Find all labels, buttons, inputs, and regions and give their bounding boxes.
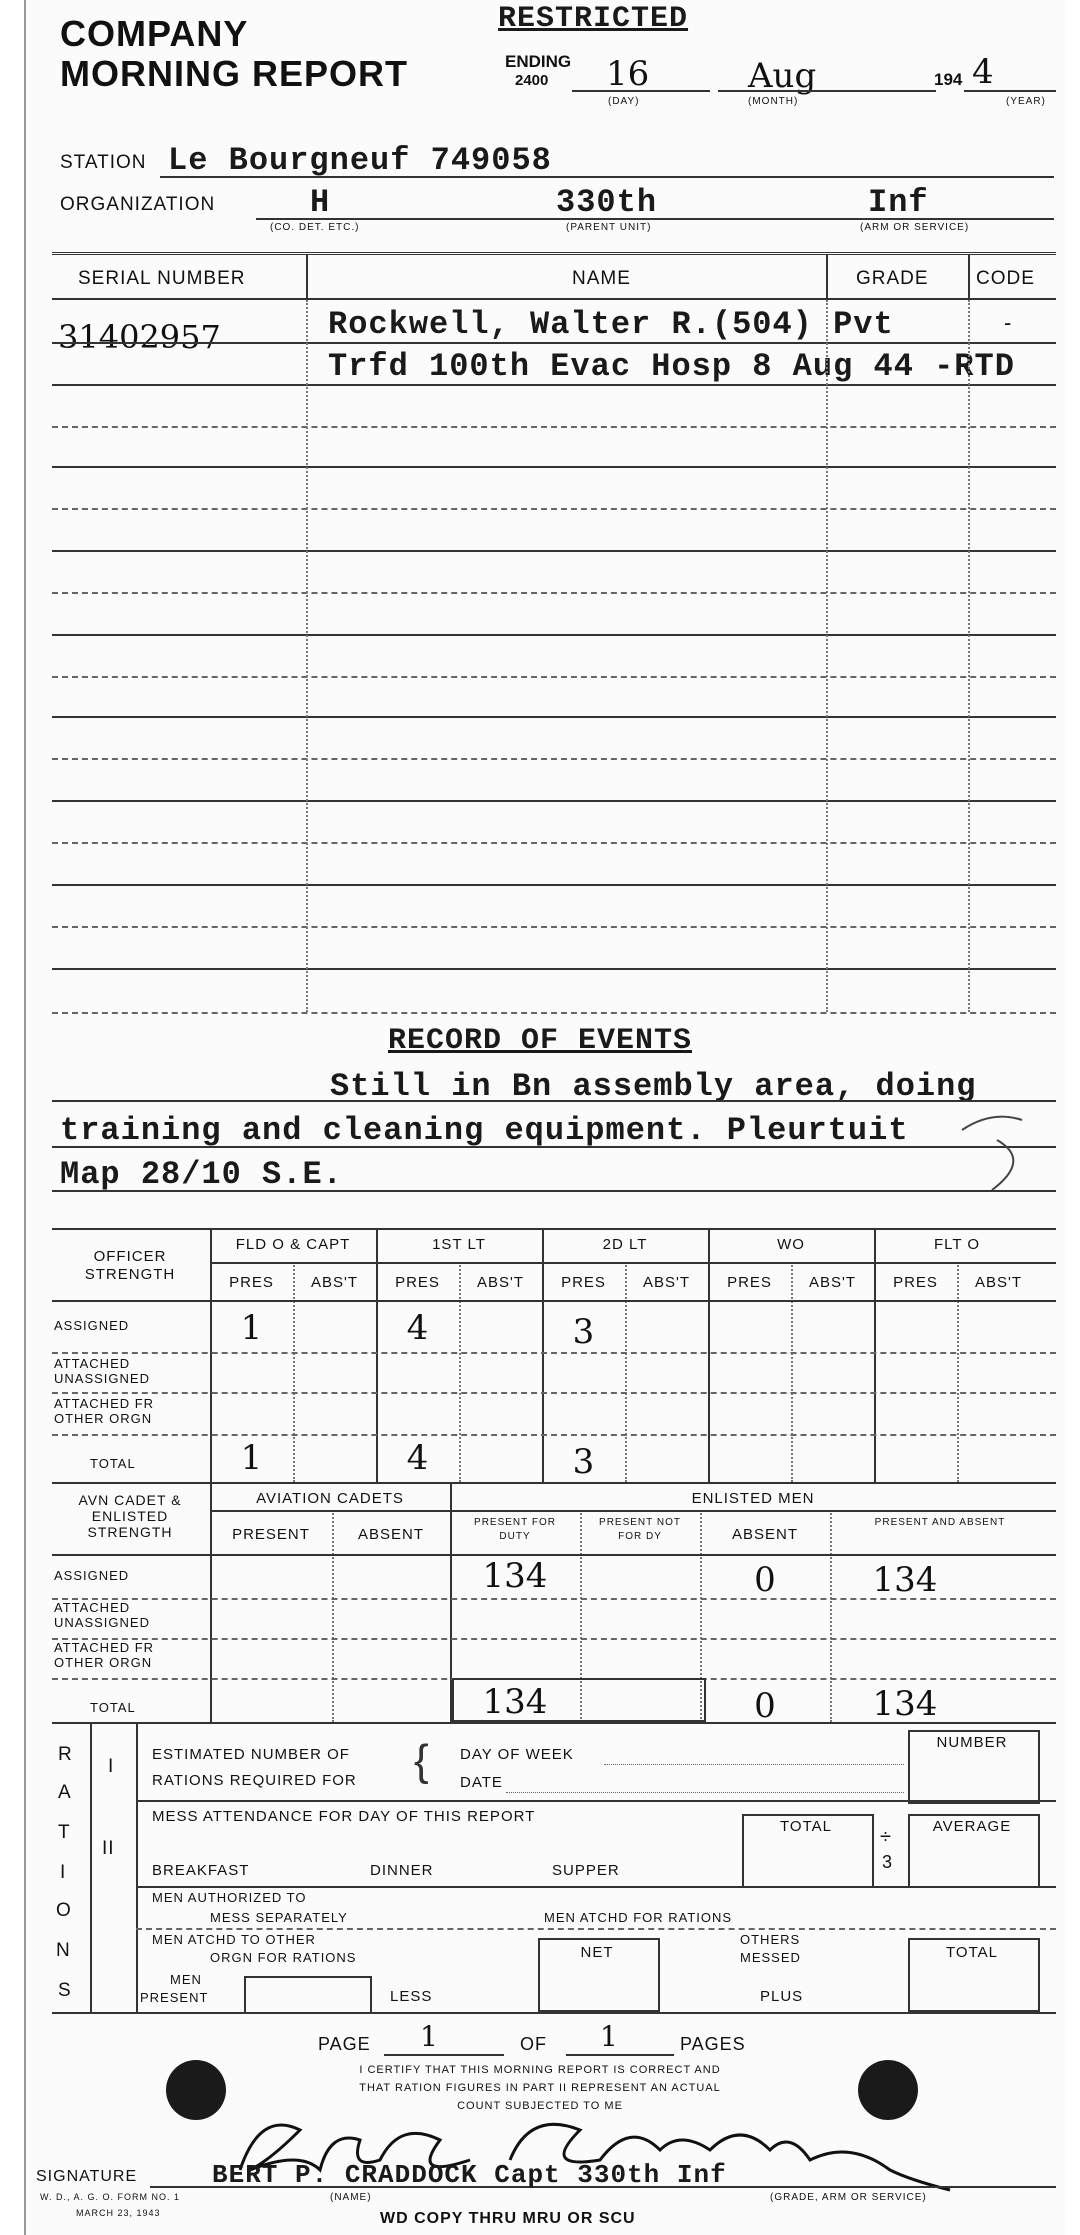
page-label: PAGE [318, 2034, 371, 2054]
grade-caption: (GRADE, ARM OR SERVICE) [770, 2192, 927, 2203]
others-messed-line2: MESSED [740, 1950, 801, 1965]
officer-strength-label: OFFICER STRENGTH [84, 1248, 176, 1283]
name-caption: (NAME) [330, 2192, 372, 2203]
men-present-line1: MEN [170, 1972, 202, 1987]
record-of-events-title: RECORD OF EVENTS [387, 1024, 693, 1058]
officer-total-1st-lt: 4 [406, 1438, 429, 1478]
rations-total-label: TOTAL [946, 1944, 998, 1961]
men-atchd-other-line2: ORGN FOR RATIONS [210, 1950, 357, 1965]
rations-number-label: NUMBER [936, 1734, 1008, 1751]
others-messed-line1: OTHERS [740, 1932, 801, 1947]
organization-company: H [310, 184, 331, 221]
men-atchd-other-line1: MEN ATCHD TO OTHER [152, 1932, 316, 1947]
officer-assigned-1st-lt: 4 [406, 1308, 429, 1348]
cadets-present-col: PRESENT [232, 1526, 310, 1543]
enlisted-total-present-for-duty: 134 [482, 1682, 548, 1722]
officer-row-assigned: ASSIGNED [54, 1318, 130, 1333]
enlisted-row-attached-unassigned: ATTACHED UNASSIGNED [54, 1600, 150, 1630]
year-caption: (YEAR) [1006, 96, 1046, 107]
supper-label: SUPPER [552, 1862, 620, 1879]
rations-letter-n: N [56, 1940, 71, 1961]
enlisted-total-absent: 0 [754, 1686, 776, 1726]
enlisted-present-for-duty-col: PRESENT FOR DUTY [474, 1517, 556, 1542]
plus-label: PLUS [760, 1988, 804, 2005]
officer-total-fld: 1 [240, 1438, 263, 1478]
organization-arm: Inf [868, 184, 929, 221]
breakfast-label: BREAKFAST [152, 1862, 250, 1879]
officer-abst-3: ABS'T [642, 1274, 691, 1291]
enlisted-row-total: TOTAL [90, 1700, 136, 1715]
enlisted-absent-col: ABSENT [731, 1526, 798, 1543]
mess-average-label: AVERAGE [932, 1818, 1012, 1835]
rations-letter-t: T [58, 1822, 71, 1843]
divide-icon: ÷ [880, 1826, 891, 1848]
day-caption: (DAY) [608, 96, 640, 107]
divide-by-three: 3 [882, 1852, 893, 1872]
form-number-line2: MARCH 23, 1943 [76, 2208, 161, 2218]
enlisted-strength-label: AVN CADET & ENLISTED STRENGTH [78, 1492, 182, 1540]
events-line-2: training and cleaning equipment. Pleurtuit [60, 1112, 909, 1149]
officer-total-2d-lt: 3 [572, 1442, 595, 1482]
parent-caption: (PARENT UNIT) [566, 222, 652, 233]
signature-label: SIGNATURE [36, 2168, 138, 2185]
rations-letter-i: I [60, 1862, 67, 1883]
classification-stamp: RESTRICTED [498, 2, 689, 36]
officer-abst-4: ABS'T [808, 1274, 857, 1291]
ending-time: 2400 [515, 72, 549, 89]
officer-abst-2: ABS'T [476, 1274, 525, 1291]
report-day: 16 [606, 54, 650, 94]
col-serial-number: SERIAL NUMBER [78, 268, 246, 289]
enlisted-assigned-absent: 0 [754, 1560, 776, 1600]
dinner-label: DINNER [370, 1862, 434, 1879]
copy-routing-note: WD COPY THRU MRU OR SCU [380, 2210, 636, 2227]
report-month: Aug [748, 56, 817, 96]
events-line-3: Map 28/10 S.E. [60, 1156, 343, 1193]
col-code: CODE [976, 268, 1035, 289]
entry-line-2: Trfd 100th Evac Hosp 8 Aug 44 -RTD [328, 348, 1015, 385]
officer-group-2d-lt: 2D LT [602, 1236, 648, 1253]
mess-attendance-label: MESS ATTENDANCE FOR DAY OF THIS REPORT [152, 1808, 536, 1825]
form-title-line2: MORNING REPORT [60, 53, 409, 94]
rations-letter-s: S [58, 1980, 72, 2001]
year-digit: 4 [972, 52, 994, 92]
officer-row-attached-unassigned: ATTACHED UNASSIGNED [54, 1356, 150, 1386]
month-caption: (MONTH) [748, 96, 799, 107]
estimated-rations-line2: RATIONS REQUIRED FOR [152, 1772, 357, 1789]
certification-line1: I CERTIFY THAT THIS MORNING REPORT IS CORRECT AND [359, 2064, 721, 2076]
officer-group-fld-o-capt: FLD O & CAPT [235, 1236, 351, 1253]
pages-number: 1 [600, 2020, 618, 2053]
officer-abst-5: ABS'T [974, 1274, 1023, 1291]
organization-label: ORGANIZATION [60, 194, 216, 215]
cadets-absent-col: ABSENT [357, 1526, 424, 1543]
entry-code: - [1004, 310, 1012, 335]
rations-section-ii: II [102, 1838, 115, 1859]
pages-label: PAGES [680, 2034, 746, 2054]
day-of-week-label: DAY OF WEEK [460, 1746, 574, 1763]
rations-letter-o: O [56, 1900, 72, 1921]
entry-serial-number: 31402957 [58, 318, 221, 356]
men-authorized-line2: MESS SEPARATELY [210, 1910, 348, 1925]
col-name: NAME [572, 268, 631, 289]
estimated-rations-line1: ESTIMATED NUMBER OF [152, 1746, 350, 1763]
men-authorized-line1: MEN AUTHORIZED TO [152, 1890, 307, 1905]
enlisted-total-present-and-absent: 134 [872, 1684, 938, 1724]
enlisted-row-assigned: ASSIGNED [54, 1568, 130, 1583]
enlisted-present-and-absent-col: PRESENT AND ABSENT [874, 1517, 1006, 1528]
station-label: STATION [60, 152, 147, 173]
less-label: LESS [390, 1988, 433, 2005]
enlisted-present-not-for-duty-col: PRESENT NOT FOR DY [599, 1517, 681, 1542]
officer-abst-1: ABS'T [310, 1274, 359, 1291]
organization-parent: 330th [556, 184, 658, 221]
officer-row-attached-other: ATTACHED FR OTHER ORGN [54, 1396, 155, 1426]
ending-label: ENDING [505, 52, 572, 71]
certification-line3: COUNT SUBJECTED TO ME [457, 2100, 623, 2112]
officer-pres-3: PRES [561, 1274, 606, 1291]
form-title-line1: COMPANY [60, 13, 249, 54]
officer-row-total: TOTAL [90, 1456, 136, 1471]
officer-assigned-fld: 1 [240, 1308, 263, 1348]
date-label: DATE [460, 1774, 503, 1791]
mess-total-label: TOTAL [780, 1818, 832, 1835]
signer-name: BERT P. CRADDOCK Capt 330th Inf [212, 2160, 727, 2190]
of-label: OF [520, 2034, 547, 2054]
form-number-line1: W. D., A. G. O. FORM NO. 1 [40, 2192, 181, 2202]
net-label: NET [580, 1944, 614, 1961]
men-atchd-for-rations: MEN ATCHD FOR RATIONS [544, 1910, 733, 1925]
station-value: Le Bourgneuf 749058 [168, 142, 552, 179]
year-prefix: 194 [934, 70, 963, 89]
officer-group-wo: WO [777, 1236, 805, 1253]
rations-letter-a: A [58, 1782, 72, 1803]
certification-line2: THAT RATION FIGURES IN PART II REPRESENT AN ACTUAL [359, 2082, 721, 2094]
officer-group-1st-lt: 1ST LT [432, 1236, 486, 1253]
pencil-mark-icon [952, 1100, 1042, 1210]
men-present-box [244, 1976, 372, 2014]
officer-group-flt-o: FLT O [933, 1236, 981, 1253]
men-present-line2: PRESENT [140, 1990, 209, 2005]
enlisted-assigned-present-and-absent: 134 [872, 1560, 938, 1600]
officer-pres-2: PRES [395, 1274, 440, 1291]
aviation-cadets-header: AVIATION CADETS [256, 1490, 404, 1507]
page-number: 1 [420, 2020, 438, 2053]
company-caption: (CO. DET. ETC.) [270, 222, 360, 233]
enlisted-row-attached-other: ATTACHED FR OTHER ORGN [54, 1640, 155, 1670]
officer-pres-4: PRES [727, 1274, 772, 1291]
col-grade: GRADE [856, 268, 929, 289]
arm-caption: (ARM OR SERVICE) [860, 222, 970, 233]
brace-icon: { [414, 1736, 429, 1785]
officer-pres-1: PRES [229, 1274, 274, 1291]
rations-section-i: I [108, 1756, 115, 1777]
officer-assigned-2d-lt: 3 [572, 1312, 595, 1352]
enlisted-men-header: ENLISTED MEN [691, 1490, 815, 1507]
events-line-1: Still in Bn assembly area, doing [330, 1068, 977, 1105]
enlisted-assigned-present-for-duty: 134 [482, 1556, 548, 1596]
officer-pres-5: PRES [893, 1274, 938, 1291]
entry-line-1: Rockwell, Walter R.(504) Pvt [328, 306, 894, 343]
rations-letter-r: R [58, 1744, 73, 1765]
